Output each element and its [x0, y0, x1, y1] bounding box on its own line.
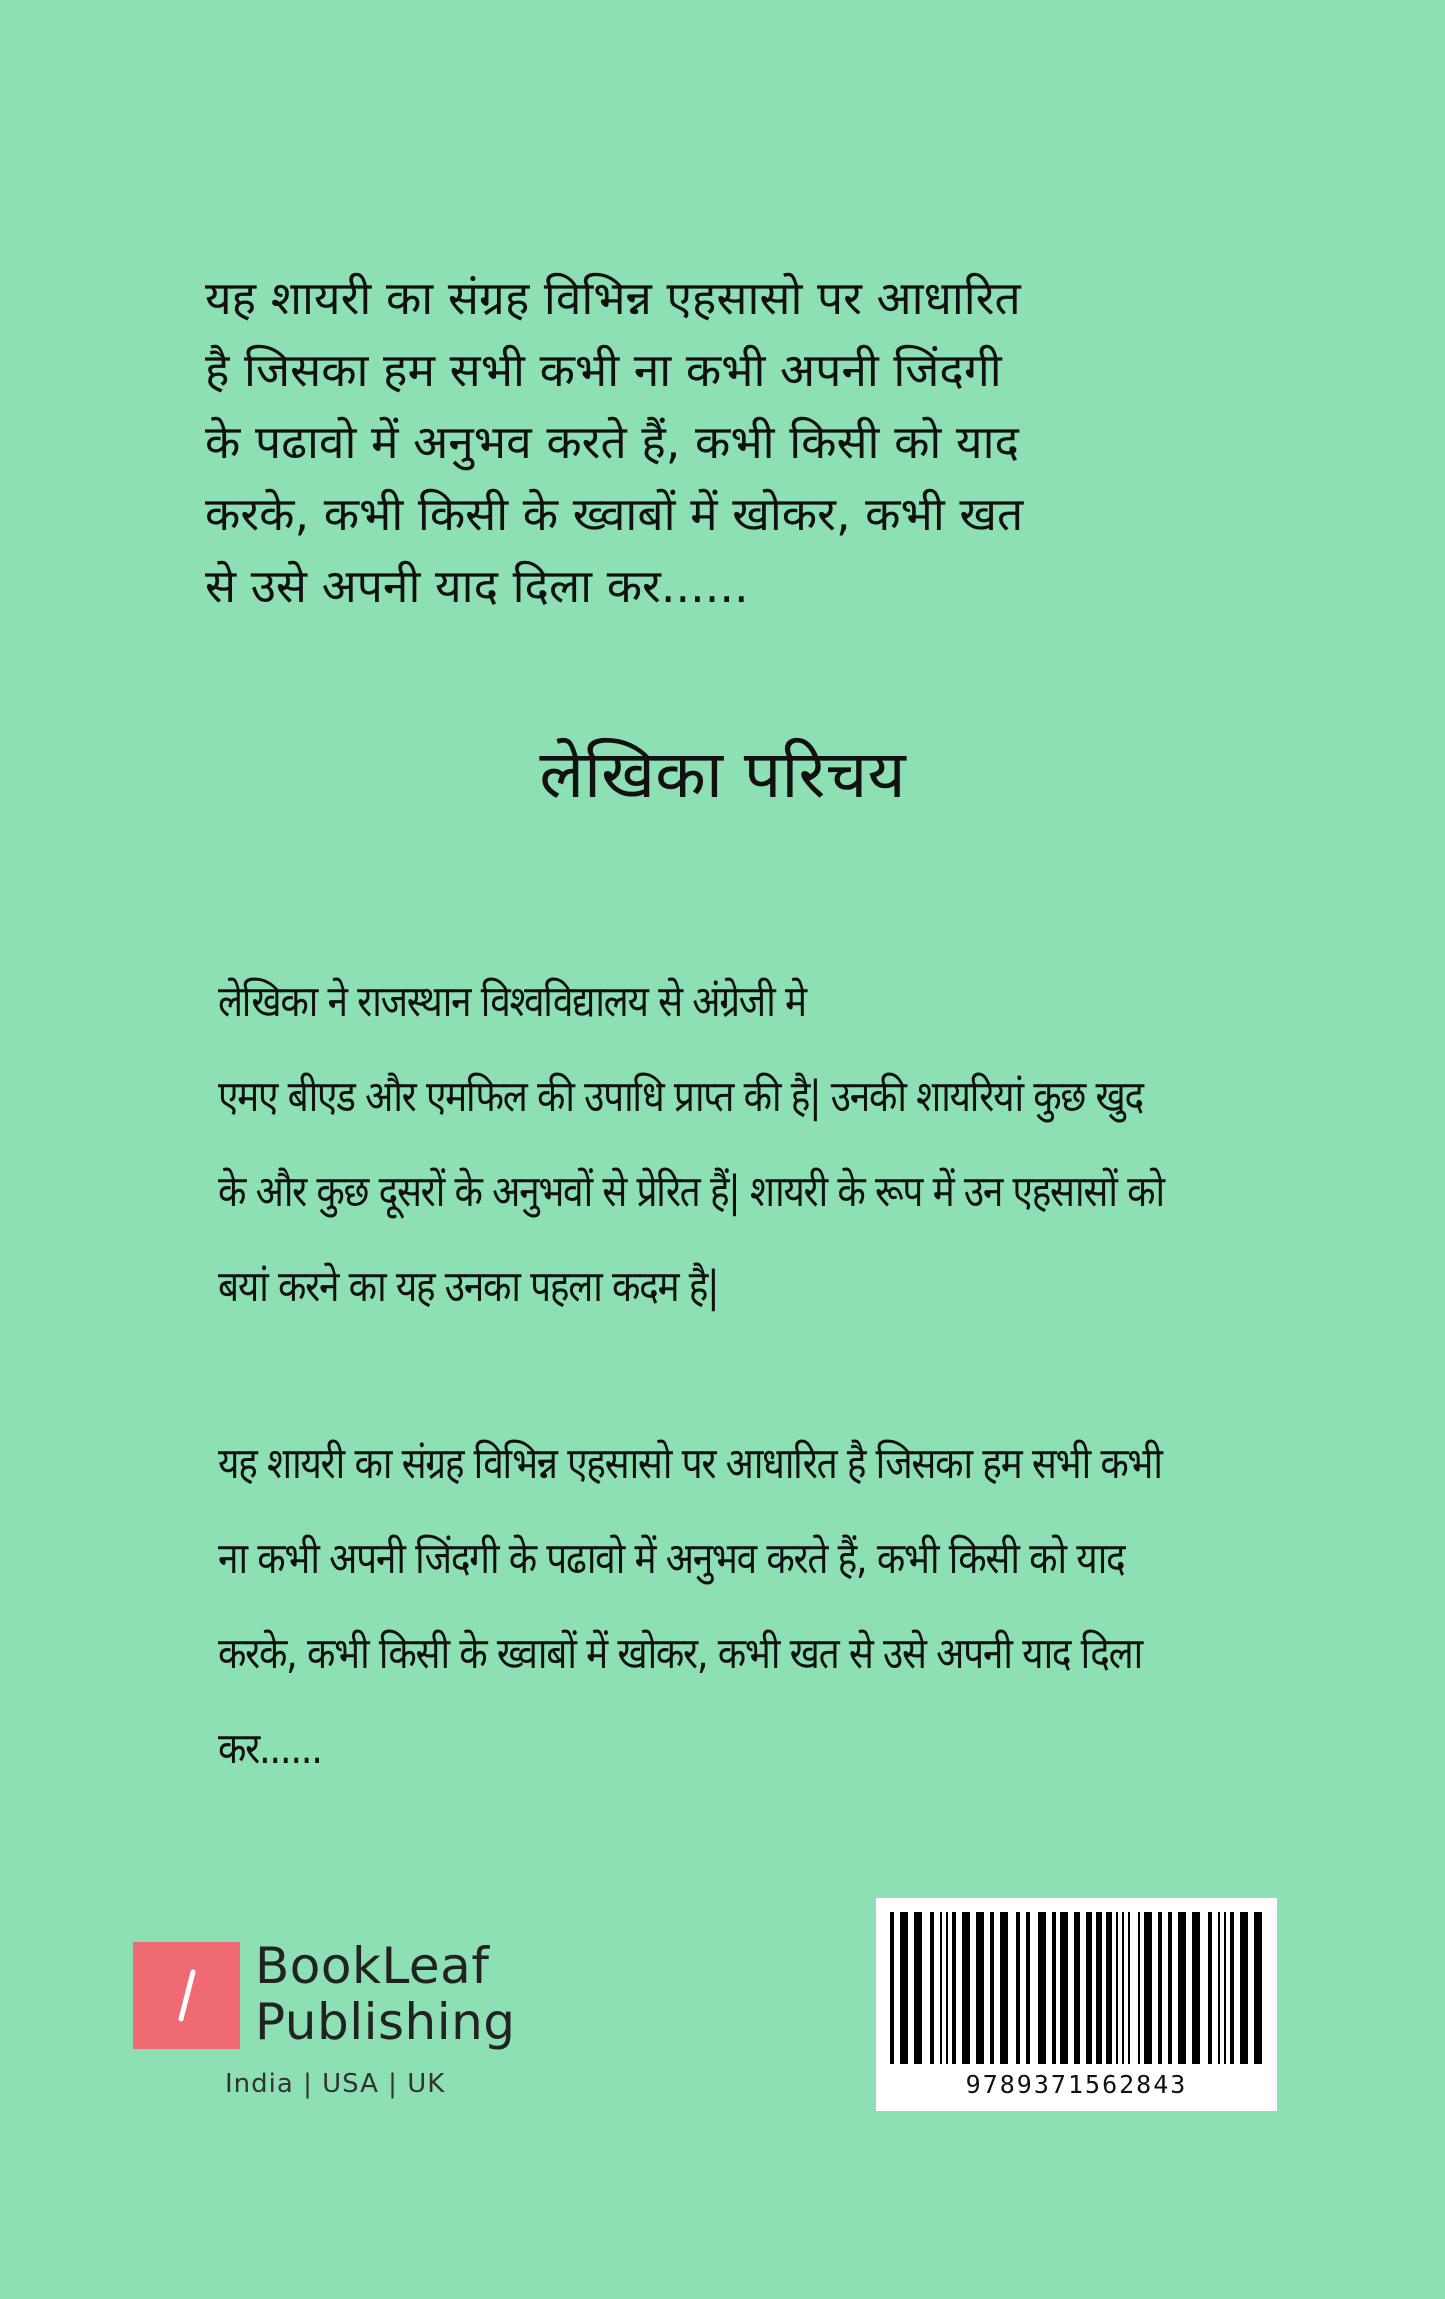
blurb-repeat-line: करके, कभी किसी के ख्वाबों में खोकर, कभी खत से उसे अपनी याद दिला [218, 1629, 1142, 1679]
isbn-barcode [876, 1898, 1277, 2111]
blurb-line: के पढावो में अनुभव करते हैं, कभी किसी को याद [205, 415, 1019, 469]
blurb-line: है जिसका हम सभी कभी ना कभी अपनी जिंदगी [205, 343, 1002, 397]
blurb-repeat-line: कर...... [218, 1724, 322, 1774]
blurb-line: करके, कभी किसी के ख्वाबों में खोकर, कभी खत [205, 487, 1024, 541]
blurb-repeat-line: यह शायरी का संग्रह विभिन्न एहसासो पर आधारित है जिसका हम सभी कभी [218, 1439, 1162, 1489]
bio-line: लेखिका ने राजस्थान विश्वविद्यालय से अंग्रेजी मे [218, 977, 806, 1027]
author-intro-heading: लेखिका परिचय [539, 736, 906, 813]
blurb-line: यह शायरी का संग्रह विभिन्न एहसासो पर आधारित [205, 271, 1021, 325]
author-bio [218, 955, 1164, 1335]
publisher-regions: India | USA | UK [225, 2069, 446, 2099]
barcode-icon [876, 1898, 1277, 2068]
slash-mark-icon [133, 1942, 240, 2049]
blurb-repeat-line: ना कभी अपनी जिंदगी के पढावो में अनुभव करते हैं, कभी किसी को याद [218, 1534, 1125, 1584]
bio-line: बयां करने का यह उनका पहला कदम है| [218, 1262, 719, 1312]
publisher-name-line1: BookLeaf [255, 1937, 490, 1995]
blurb-text [205, 262, 1195, 622]
blurb-line: से उसे अपनी याद दिला कर...... [205, 559, 749, 613]
blurb-repeat [218, 1417, 1162, 1797]
publisher-name-line2: Publishing [255, 1993, 516, 2051]
publisher-logo [133, 1937, 533, 2112]
bio-line: एमए बीएड और एमफिल की उपाधि प्राप्त की है| उनकी शायरियां कुछ खुद [218, 1072, 1143, 1122]
isbn-number: 9789371562843 [965, 2070, 1188, 2099]
bio-line: के और कुछ दूसरों के अनुभवों से प्रेरित हैं| शायरी के रूप में उन एहसासों को [218, 1167, 1164, 1217]
